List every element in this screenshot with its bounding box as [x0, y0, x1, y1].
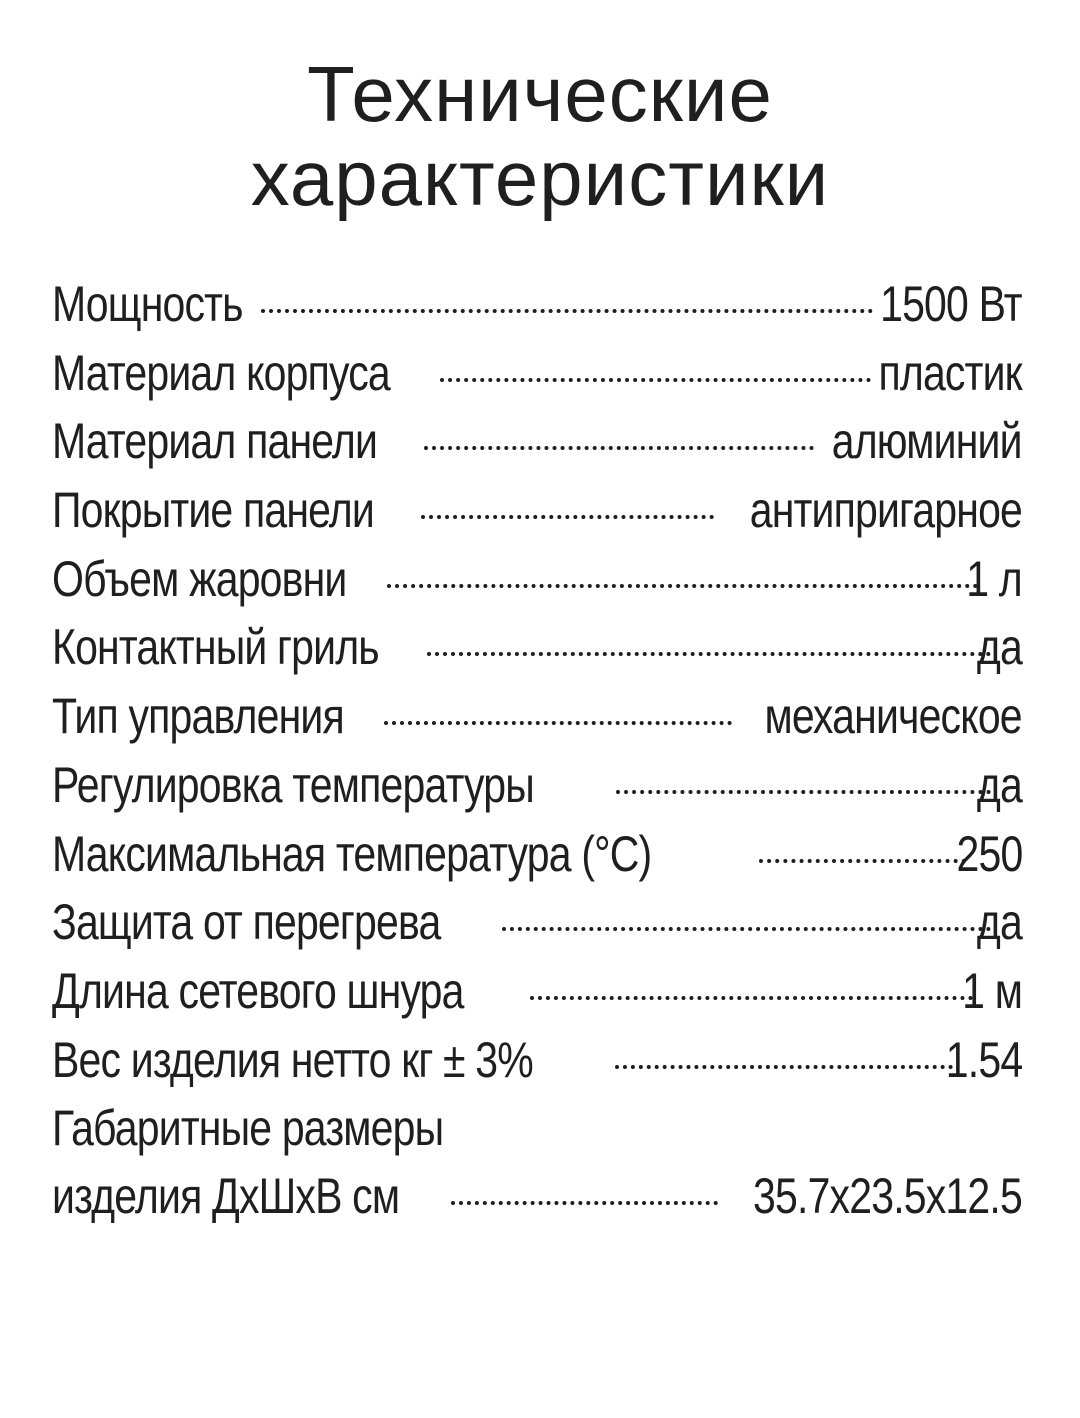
title-line-1: Технические [307, 50, 773, 138]
spec-value: 250 [956, 825, 1022, 882]
dot-leader [421, 515, 714, 519]
dot-leader [440, 378, 871, 382]
dot-leader [424, 446, 814, 450]
dot-leader [451, 1201, 718, 1205]
dot-leader [427, 652, 991, 656]
spec-row-volume [52, 545, 1022, 614]
spec-label: Материал корпуса [52, 344, 390, 401]
spec-row-power [52, 270, 1022, 339]
spec-label: Максимальная температура (°С) [52, 825, 652, 882]
dot-leader [502, 927, 991, 931]
spec-value: механическое [764, 688, 1022, 745]
spec-value: 1.54 [945, 1031, 1022, 1088]
dot-leader [616, 790, 991, 794]
spec-label: Защита от перегрева [52, 894, 441, 951]
dimensions-label-line-1: Габаритные размеры [52, 1100, 444, 1157]
spec-row-panel-coating [52, 476, 1022, 545]
dot-leader [384, 721, 732, 725]
spec-value: 35.7х23.5х12.5 [753, 1168, 1022, 1225]
spec-row-contact-grill [52, 613, 1022, 682]
specs-list [52, 270, 1022, 1231]
dot-leader [615, 1065, 953, 1069]
spec-row-max-temp [52, 820, 1022, 889]
spec-value: да [976, 619, 1022, 676]
spec-value: пластик [878, 344, 1022, 401]
spec-row-control-type [52, 682, 1022, 751]
title-line-2: характеристики [250, 134, 830, 222]
spec-row-overheat-protection [52, 888, 1022, 957]
dot-leader [530, 996, 973, 1000]
spec-row-panel-material [52, 407, 1022, 476]
dot-leader [387, 584, 978, 588]
spec-value: да [976, 756, 1022, 813]
spec-value: 1500 Вт [880, 276, 1022, 332]
spec-label: Длина сетевого шнура [52, 962, 464, 1019]
spec-label: Мощность [52, 276, 243, 332]
spec-row-temp-control [52, 751, 1022, 820]
spec-label: Регулировка температуры [52, 756, 534, 813]
spec-label: Контактный гриль [52, 619, 379, 676]
page-title [0, 52, 1080, 220]
spec-label: Материал панели [52, 413, 378, 470]
spec-row-dimensions [52, 1162, 1022, 1231]
spec-label: Тип управления [52, 688, 344, 745]
spec-value: да [976, 894, 1022, 951]
spec-label: Объем жаровни [52, 550, 347, 607]
dot-leader [759, 859, 966, 863]
spec-label: Покрытие панели [52, 482, 374, 539]
spec-value: 1 м [962, 962, 1022, 1019]
spec-label: Вес изделия нетто кг ± 3% [52, 1031, 533, 1088]
spec-row-body-material [52, 339, 1022, 408]
spec-value: антипригарное [749, 482, 1022, 539]
spec-label: изделия ДхШхВ см [52, 1168, 400, 1225]
dot-leader [261, 309, 874, 313]
spec-row-cord-length [52, 957, 1022, 1026]
spec-value: 1 л [966, 550, 1022, 607]
spec-value: алюминий [832, 413, 1022, 470]
spec-row-net-weight [52, 1026, 1022, 1095]
